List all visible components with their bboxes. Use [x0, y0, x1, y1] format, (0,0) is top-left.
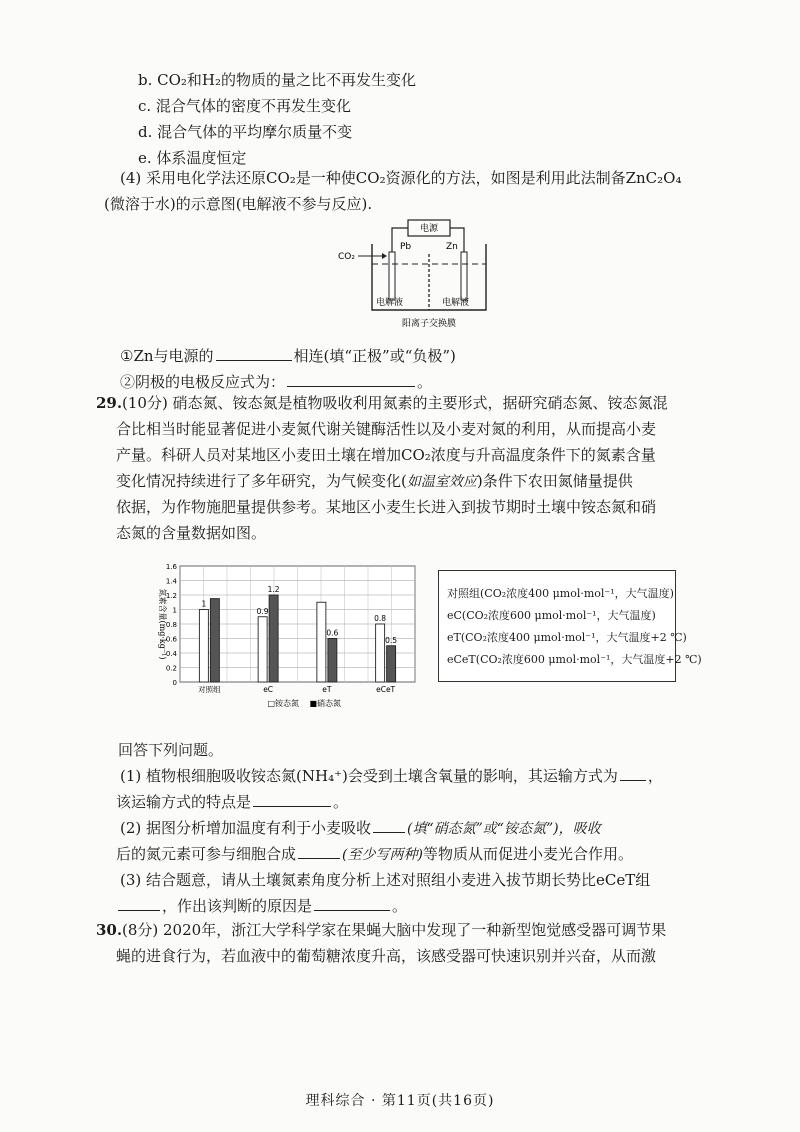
- q30-line-2: 蝇的进食行为，若血液中的葡萄糖浓度升高，该感受器可快速识别并兴奋，从而激: [116, 947, 657, 965]
- power-label: 电源: [419, 224, 439, 234]
- answer-blank[interactable]: [298, 844, 340, 859]
- y-tick-label: 1.4: [165, 577, 177, 586]
- legend-nitrate: ■硝态氮: [309, 699, 342, 708]
- y-tick-label: 0.2: [165, 664, 177, 673]
- legend-et: eT(CO₂浓度400 μmol·mol⁻¹，大气温度+2 ℃): [447, 631, 687, 644]
- electrolysis-diagram: [336, 214, 496, 334]
- q29-line-6: 态氮的含量数据如图。: [116, 524, 267, 542]
- answer-blank[interactable]: [216, 346, 292, 361]
- answer-blank[interactable]: [253, 792, 331, 807]
- legend-ecet: eCeT(CO₂浓度600 μmol·mol⁻¹，大气温度+2 ℃): [447, 653, 702, 666]
- q29-line-1: (10分) 硝态氮、铵态氮是植物吸收利用氮素的主要形式，据研究硝态氮、铵态氮混: [122, 394, 668, 412]
- bar-nitrate: [328, 639, 337, 683]
- y-tick-label: 0.8: [165, 621, 177, 629]
- x-tick-label: 对照组: [198, 685, 221, 694]
- data-label: 1: [201, 599, 207, 609]
- data-label: 1.2: [267, 585, 280, 594]
- y-tick-label: 1.2: [165, 592, 177, 600]
- q29-line-2: 合比相当时能显著促进小麦氮代谢关键酶活性以及小麦对氮的利用，从而提高小麦: [116, 420, 657, 438]
- q29-line-3: 产量。科研人员对某地区小麦田土壤在增加CO₂浓度与升高温度条件下的氮素含量: [116, 446, 656, 464]
- y-tick-label: 1: [172, 606, 177, 615]
- zn-label: Zn: [446, 242, 458, 252]
- q30-number: 30.: [96, 921, 123, 939]
- option-b: b. CO₂和H₂的物质的量之比不再发生变化: [138, 71, 417, 89]
- q29-number: 29.: [96, 394, 123, 412]
- bar-ammonium: [258, 617, 267, 682]
- data-label: 0.9: [256, 606, 269, 616]
- membrane-label: 阳离子交换膜: [401, 319, 457, 329]
- q29-p2-line-1: (2) 据图分析增加温度有利于小麦吸收 (填“硝态氮”或“铵态氮”)，吸收: [120, 819, 601, 837]
- y-tick-label: 1.6: [165, 563, 177, 571]
- answer-blank[interactable]: [620, 766, 646, 781]
- co2-arrowhead: [382, 253, 387, 259]
- q29-prompt: 回答下列问题。: [118, 741, 224, 759]
- answer-blank[interactable]: [118, 896, 160, 911]
- q29-p1-line-2: 该运输方式的特点是 。: [116, 793, 349, 811]
- page-footer: 理科综合 · 第11页(共16页): [305, 1093, 495, 1109]
- legend-control: 对照组(CO₂浓度400 μmol·mol⁻¹，大气温度): [447, 587, 674, 600]
- pb-electrode: [389, 252, 395, 300]
- bar-ammonium: [376, 624, 385, 682]
- q4-line-1: (4) 采用电化学法还原CO₂是一种使CO₂资源化的方法，如图是利用此法制备ZnC₂O₄: [120, 169, 682, 187]
- y-tick-label: 0: [172, 679, 177, 687]
- co2-label: CO₂: [338, 252, 355, 262]
- option-d: d. 混合气体的平均摩尔质量不变: [138, 123, 353, 141]
- q29-p3-line-1: (3) 结合题意，请从土壤氮素角度分析上述对照组小麦进入拔节期长势比eCeT组: [120, 871, 651, 889]
- pb-label: Pb: [400, 242, 412, 252]
- q29-line-4: 变化情况持续进行了多年研究，为气候变化(如温室效应)条件下农田氮储量提供: [116, 472, 633, 490]
- data-label: 0.6: [326, 628, 339, 638]
- group-legend: [438, 570, 702, 682]
- bar-nitrate: [269, 595, 278, 682]
- data-label: 0.5: [385, 635, 398, 645]
- q4-sub-2: ②阴极的电极反应式为： 。: [120, 373, 433, 391]
- q30-line-1: (8分) 2020年，浙江大学科学家在果蝇大脑中发现了一种新型饱觉感受器可调节果: [122, 921, 667, 939]
- y-axis-label: 氮素含量(mg·kg⁻¹): [158, 588, 167, 660]
- x-tick-label: eCeT: [376, 685, 396, 694]
- nitrogen-bar-chart: [150, 560, 430, 725]
- bar-nitrate: [387, 646, 396, 682]
- q29-p2-line-2: 后的氮元素可参与细胞合成 (至少写两种)等物质从而促进小麦光合作用。: [116, 845, 633, 863]
- electrolyte-left: 电解液: [376, 298, 404, 308]
- legend-ammonium: □铵态氮: [267, 699, 300, 708]
- y-tick-label: 0.6: [165, 635, 177, 644]
- zn-electrode: [461, 252, 467, 300]
- answer-blank[interactable]: [314, 896, 390, 911]
- q4-sub-1: ①Zn与电源的 相连(填“正极”或“负极”): [120, 347, 456, 365]
- q4-line-2: (微溶于水)的示意图(电解液不参与反应).: [104, 195, 373, 213]
- electrolyte-right: 电解液: [442, 298, 470, 308]
- x-tick-label: eT: [322, 685, 332, 694]
- x-tick-label: eC: [263, 685, 274, 694]
- data-label: 0.8: [374, 614, 387, 623]
- bar-ammonium: [317, 602, 326, 682]
- y-tick-label: 0.4: [165, 650, 177, 658]
- bar-nitrate: [210, 599, 219, 682]
- legend-ec: eC(CO₂浓度600 μmol·mol⁻¹，大气温度): [447, 609, 656, 622]
- option-e: e. 体系温度恒定: [138, 149, 247, 167]
- q29-line-5: 依据，为作物施肥量提供参考。某地区小麦生长进入到拔节期时土壤中铵态氮和硝: [116, 498, 657, 516]
- q29-p1-line-1: (1) 植物根细胞吸收铵态氮(NH₄⁺)会受到土壤含氧量的影响，其运输方式为 ，: [120, 767, 663, 785]
- option-c: c. 混合气体的密度不再发生变化: [138, 97, 351, 115]
- bar-ammonium: [199, 610, 208, 683]
- answer-blank[interactable]: [287, 372, 415, 387]
- answer-blank[interactable]: [373, 818, 405, 833]
- q29-p3-line-2: ，作出该判断的原因是 。: [116, 896, 407, 916]
